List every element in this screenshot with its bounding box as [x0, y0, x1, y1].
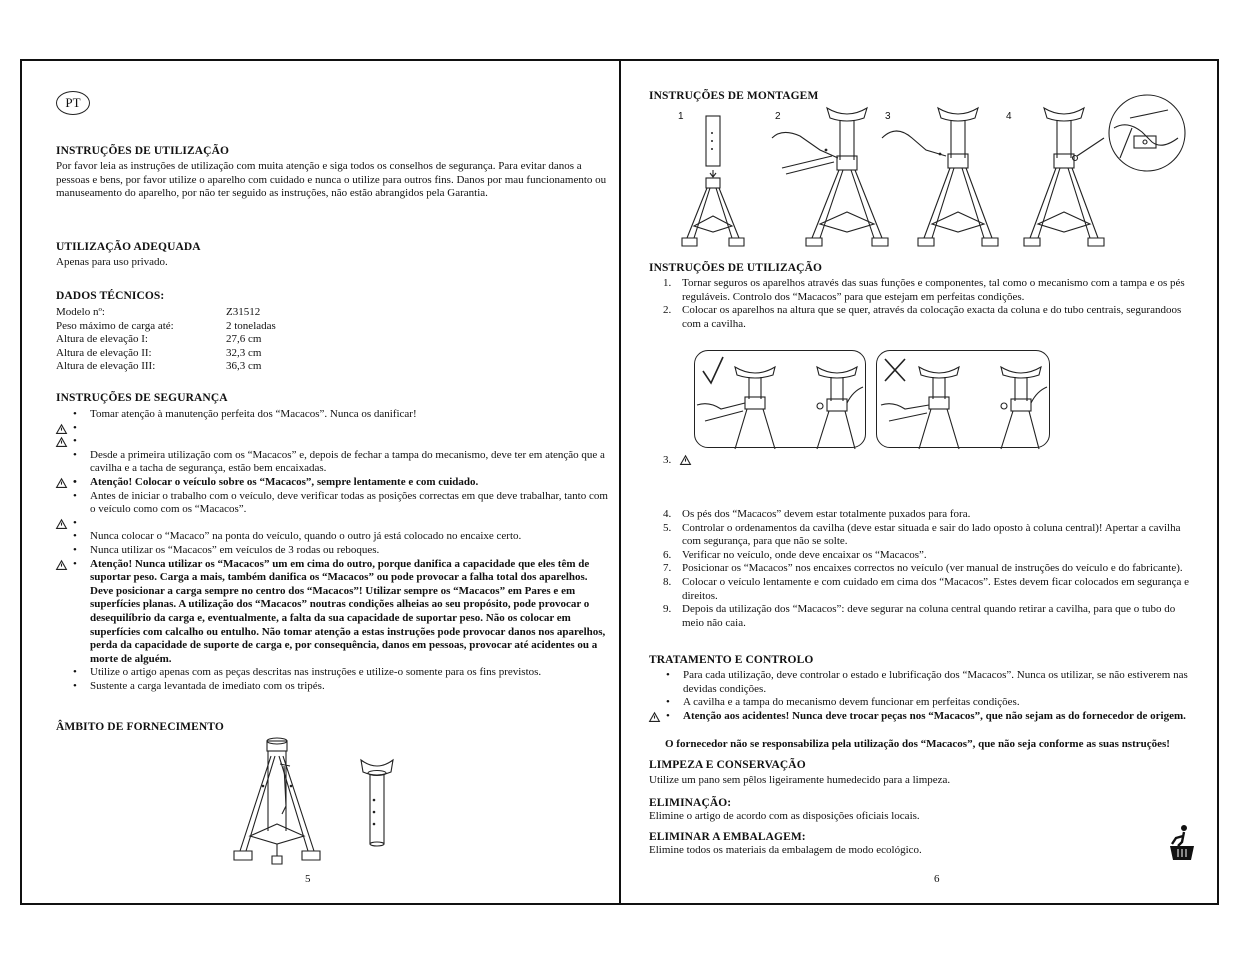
jack-stand-base-illustration: [232, 736, 332, 871]
step-label: 2: [775, 111, 781, 122]
list-item: 9. Depois da utilização dos “Macacos”: deve segurar na coluna central quando retirar a cavilha, para que o tubo do meio não caia.: [663, 603, 1176, 629]
language-badge: PT: [56, 91, 90, 115]
packaging-text: Elimine todos os materiais da embalagem de modo ecológico.: [649, 844, 922, 856]
safety-title: INSTRUÇÕES DE SEGURANÇA: [56, 392, 228, 404]
warning-icon: [56, 560, 67, 570]
assembly-title: INSTRUÇÕES DE MONTAGEM: [649, 90, 819, 102]
incorrect-usage-panel: [876, 350, 1050, 448]
usage-title: INSTRUÇÕES DE UTILIZAÇÃO: [649, 262, 823, 274]
tech-key: Peso máximo de carga até:: [56, 319, 174, 332]
disposal-title: ELIMINAÇÃO:: [649, 797, 732, 809]
list-item: 7. Posicionar os “Macacos” nos encaixes correctos no veículo (ver manual de instruções do veículo e do fabricante).: [663, 562, 1183, 575]
supply-title: ÂMBITO DE FORNECIMENTO: [56, 721, 224, 733]
tech-value: 2 toneladas: [226, 319, 276, 332]
care-list: [649, 669, 1194, 723]
list-item: 4. Os pés dos “Macacos” devem estar totalmente puxados para fora.: [663, 508, 971, 520]
clean-text: Utilize um pano sem pêlos ligeiramente humedecido para a limpeza.: [649, 774, 951, 786]
warning-icon: [680, 455, 691, 465]
incorrect-usage-illustration: [877, 351, 1051, 449]
list-item: 5. Controlar o ordenamentos da cavilha (deve estar situada e sair do lado oposto à coluna central)! Apertar a cavilha com segurança, para que não se solte.: [663, 521, 1181, 548]
list-item: •: [56, 435, 608, 449]
warning-icon: [56, 519, 67, 529]
table-row: [56, 347, 276, 361]
list-item: 1. Tornar seguros os aparelhos através das suas funções e componentes, tal como o mecanismo com a tampa e os pés reguláveis. Controlo dos “Macacos” para que estejam em perfeitas condições.: [663, 277, 1185, 303]
center-column-illustration: [357, 752, 407, 852]
list-item: • Tomar atenção à manutenção perfeita dos “Macacos”. Nunca os danificar!: [73, 408, 417, 420]
check-icon: [703, 357, 723, 383]
warning-icon: [56, 437, 67, 447]
list-item: • Nunca utilizar os “Macacos” em veículos de 3 rodas ou reboques.: [73, 543, 380, 556]
warning-icon: [56, 478, 67, 488]
list-item: •: [56, 517, 608, 531]
tech-value: 32,3 cm: [226, 346, 262, 359]
list-item: • Utilize o artigo apenas com as peças descritas nas instruções e utilize-o somente para os fins previstos.: [73, 666, 542, 679]
list-item: • Atenção aos acidentes! Nunca deve trocar peças nos “Macacos”, que não sejam as do fornecedor de origem.: [649, 710, 1194, 724]
table-row: [56, 320, 276, 334]
trash-bin-icon: [1168, 824, 1196, 860]
page-left: [22, 60, 618, 904]
cross-icon: [885, 359, 905, 381]
tech-key: Altura de elevação III:: [56, 360, 156, 373]
list-item: • Nunca colocar o “Macaco” na ponta do veículo, quando o outro já está colocado no encaixe certo.: [73, 530, 522, 543]
list-item: • A cavilha e a tampa do mecanismo devem funcionar em perfeitas condições.: [666, 696, 1020, 709]
safety-list: [56, 408, 608, 693]
usage-list: [649, 277, 1194, 331]
warning-icon: [649, 712, 660, 722]
proper-use-title: UTILIZAÇÃO ADEQUADA: [56, 241, 201, 253]
step-label: 3: [885, 111, 891, 122]
correct-usage-panel: [694, 350, 866, 448]
table-row: [56, 306, 276, 320]
care-note: O fornecedor não se responsabiliza pela utilização dos “Macacos”, que não seja conforme as suas nstruções!: [665, 738, 1170, 750]
usage-text: Por favor leia as instruções de utilização com muita atenção e siga todos os conselhos de segurança. Para evitar danos a pessoas e bens, por favor utilize o aparelho com cuidado e nunca o utilize para outros fins. Danos por mau funcionamento ou manuseamento do aparelho, por não ter seguido as instruções, não estão abrangidos pela Garantia.: [56, 160, 607, 200]
page-number: 6: [934, 873, 940, 885]
table-row: [56, 333, 276, 347]
table-row: [56, 360, 276, 374]
assembly-steps-illustration: [682, 98, 1182, 248]
tech-data-title: DADOS TÉCNICOS:: [56, 290, 165, 302]
packaging-title: ELIMINAR A EMBALAGEM:: [649, 831, 806, 843]
page-divider: [619, 59, 621, 905]
step-label: 1: [678, 111, 684, 122]
list-item: • Atenção! Colocar o veículo sobre os “Macacos”, sempre lentamente e com cuidado.: [56, 476, 608, 490]
usage-list-continued: [649, 508, 1194, 630]
tech-value: 36,3 cm: [226, 360, 262, 373]
list-item: • Antes de iniciar o trabalho com o veículo, deve verificar todas as posições correctas em que deve trabalhar, tanto com o veículo como com os “Macacos”.: [73, 489, 608, 516]
list-item: • Para cada utilização, deve controlar o estado e lubrificação dos “Macacos”. Nunca os utilizar, se não estiverem nas devidas condições.: [666, 669, 1188, 695]
care-title: TRATAMENTO E CONTROLO: [649, 654, 814, 666]
list-item: •: [56, 422, 608, 436]
clean-title: LIMPEZA E CONSERVAÇÃO: [649, 759, 806, 771]
list-item: • Atenção! Nunca utilizar os “Macacos” um em cima do outro, porque danifica a capacidade que eles têm de suportar peso. Carga a mais, também danifica os “Macacos” ou pode provocar a falha total dos aparelhos. Deve posicionar a carga sempre no centro dos “Macacos”! Utilizar sempre os “Macacos” em Pares e em superfícies planas. A utilização dos “Macacos” noutras condições alheias ao seu propósito, pode provocar o desequilíbrio da carga e, eventualmente, a falta da sua capacidade de suportar peso. Não os colocar em superfícies com calcalho ou entulho. Não tomar atenção a estas instruções pode provocar danos nos aparelhos, perda da capacidade de suporte de carga e, por consequência, danos em pessoas, provocar até acidentes ou a morte de alguém.: [56, 558, 608, 667]
page-number: 5: [305, 873, 311, 885]
usage-title: INSTRUÇÕES DE UTILIZAÇÃO: [56, 145, 230, 157]
tech-key: Altura de elevação I:: [56, 333, 148, 346]
tech-value: 27,6 cm: [226, 333, 262, 346]
list-item: 8. Colocar o veículo lentamente e com cuidado em cima dos “Macacos”. Estes devem ficar colocados em segurança e direitos.: [663, 575, 1190, 602]
correct-usage-illustration: [695, 351, 867, 449]
page-right: [622, 60, 1218, 904]
list-item: 6. Verificar no veículo, onde deve encaixar os “Macacos”.: [663, 548, 927, 561]
proper-use-text: Apenas para uso privado.: [56, 256, 168, 268]
tech-key: Modelo nº:: [56, 306, 105, 318]
tech-value: Z31512: [226, 306, 261, 318]
tech-data-table: [56, 306, 276, 374]
step-label: 4: [1006, 111, 1012, 122]
warning-icon: [56, 424, 67, 434]
list-item: • Desde a primeira utilização com os “Macacos” e, depois de fechar a tampa do mecanismo, deve ter em atenção que a cavilha e a tacha de segurança, estão bem encaixadas.: [73, 448, 605, 475]
list-item: 2. Colocar os aparelhos na altura que se quer, através da colocação exacta da coluna e do tubo centrais, segurandoos com a cavilha.: [663, 304, 1182, 330]
usage-item-3-number: 3.: [663, 454, 672, 466]
tech-key: Altura de elevação II:: [56, 346, 152, 359]
disposal-text: Elimine o artigo de acordo com as disposições oficiais locais.: [649, 810, 920, 822]
list-item: • Sustente a carga levantada de imediato com os tripés.: [73, 679, 325, 692]
